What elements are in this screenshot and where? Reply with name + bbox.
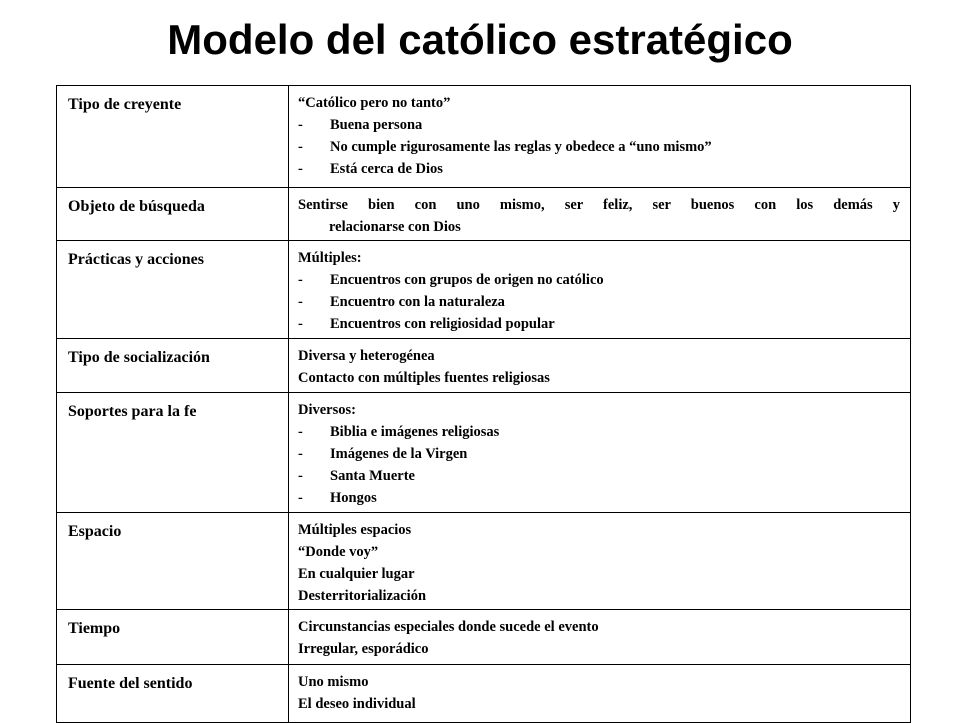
row-value <box>289 188 911 241</box>
row-intro: Múltiples: <box>298 250 362 266</box>
row-value <box>289 241 911 339</box>
bullet-item: - Encuentros con religiosidad popular <box>298 316 555 332</box>
row-label: Objeto de búsqueda <box>57 188 289 241</box>
row-value <box>289 339 911 393</box>
table-row <box>57 188 911 241</box>
row-value <box>289 513 911 610</box>
row-value <box>289 86 911 188</box>
bullet-item: - Santa Muerte <box>298 468 415 484</box>
bullet-item: - Hongos <box>298 490 377 506</box>
table-row <box>57 241 911 339</box>
bullet-item: - No cumple rigurosamente las reglas y obedece a “uno mismo” <box>298 139 712 155</box>
bullet-item: - Buena persona <box>298 117 423 133</box>
value-line: Irregular, esporádico <box>298 641 429 657</box>
row-label: Prácticas y acciones <box>57 241 289 339</box>
bullet-item: - Está cerca de Dios <box>298 161 443 177</box>
value-line: Diversa y heterogénea <box>298 348 435 364</box>
value-line: Contacto con múltiples fuentes religiosas <box>298 370 550 386</box>
row-intro: “Católico pero no tanto” <box>298 95 451 111</box>
table-row <box>57 665 911 723</box>
table-row <box>57 86 911 188</box>
row-value <box>289 610 911 665</box>
bullet-item: - Encuentro con la naturaleza <box>298 294 505 310</box>
value-line: En cualquier lugar <box>298 566 415 582</box>
value-line: “Donde voy” <box>298 544 379 560</box>
table-row <box>57 513 911 610</box>
row-label: Espacio <box>57 513 289 610</box>
value-line: Circunstancias especiales donde sucede el evento <box>298 619 599 635</box>
bullet-item: - Encuentros con grupos de origen no católico <box>298 272 604 288</box>
value-line: El deseo individual <box>298 696 416 712</box>
row-label: Soportes para la fe <box>57 393 289 513</box>
bullet-item: - Imágenes de la Virgen <box>298 446 468 462</box>
value-line: Uno mismo <box>298 674 369 690</box>
row-label: Fuente del sentido <box>57 665 289 723</box>
row-label: Tipo de creyente <box>57 86 289 188</box>
table-row <box>57 339 911 393</box>
row-label: Tiempo <box>57 610 289 665</box>
row-value <box>289 665 911 723</box>
row-value <box>289 393 911 513</box>
value-line: relacionarse con Dios <box>329 219 461 235</box>
value-line: Múltiples espacios <box>298 522 412 538</box>
model-table <box>56 85 911 723</box>
table-row <box>57 393 911 513</box>
value-line: Desterritorialización <box>298 588 427 604</box>
row-label: Tipo de socialización <box>57 339 289 393</box>
bullet-item: - Biblia e imágenes religiosas <box>298 424 500 440</box>
value-line: Sentirse bien con uno mismo, ser feliz, ser buenos con los demás y <box>298 197 900 213</box>
table-row <box>57 610 911 665</box>
page-title: Modelo del católico estratégico <box>167 16 793 63</box>
row-intro: Diversos: <box>298 402 356 418</box>
